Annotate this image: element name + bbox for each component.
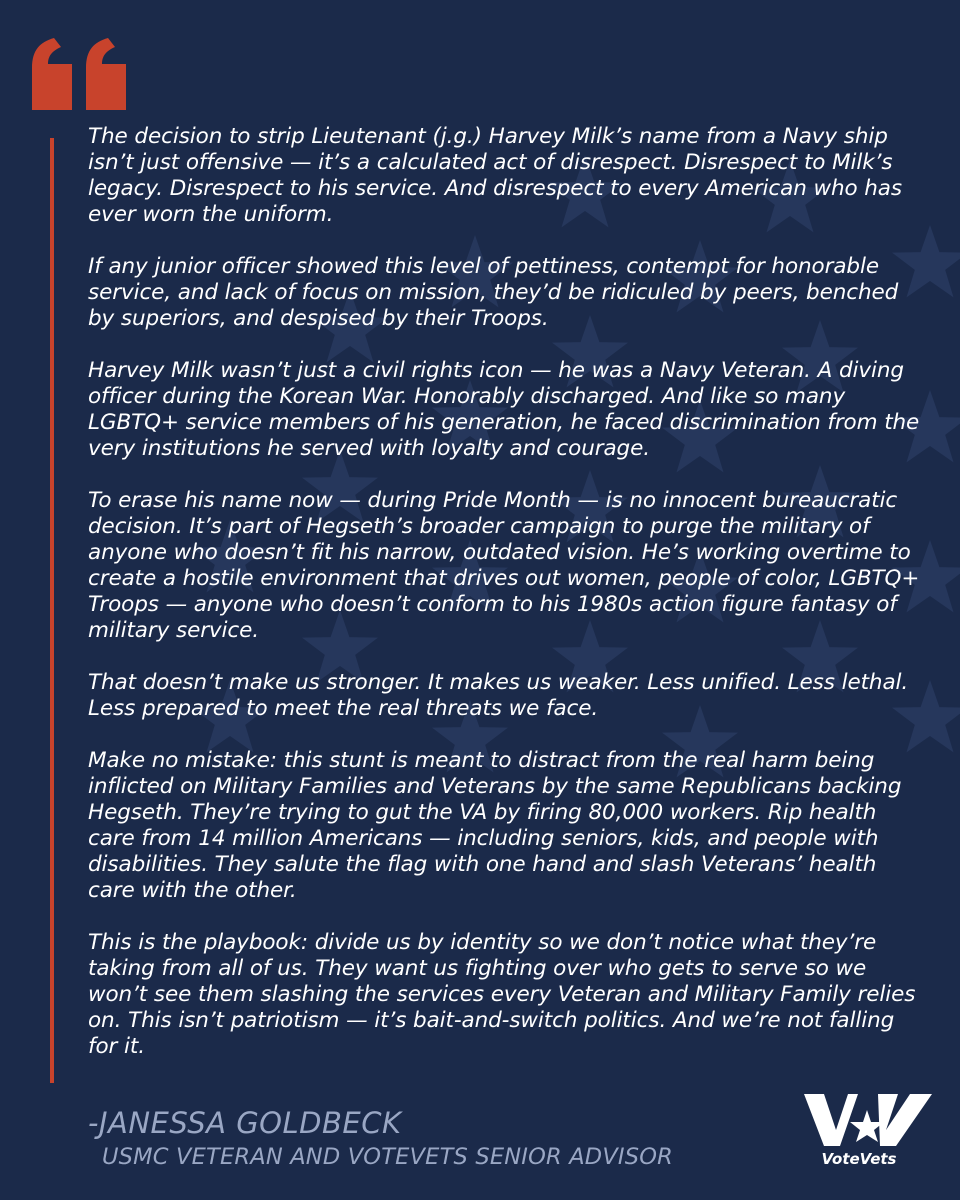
accent-rule [50,138,54,1083]
quote-paragraph: That doesn’t make us stronger. It makes us weaker. Less unified. Less lethal. Less prepared to meet the real threats we face. [88,670,909,721]
quote-mark-icon [30,38,130,110]
logo-wordmark: VoteVets [821,1150,897,1168]
quote-paragraph: This is the playbook: divide us by identity so we don’t notice what they’re taking from all of us. They want us fighting over who gets to serve so we won’t see them slashing the services every Veteran and Military Family relies on. This isn’t patriotism — it’s bait-and-switch politics. And we’re not falling for it. [88,930,916,1059]
quote-paragraph: To erase his name now — during Pride Month — is no innocent bureaucratic decision. It’s part of Hegseth’s broader campaign to purge the military of anyone who doesn’t fit his narrow, outdated vision. He’s working overtime to create a hostile environment that drives out women, people of color, LGBTQ+ Troops — anyone who doesn’t conform to his 1980s action figure fantasy of military service. [88,488,920,643]
quote-paragraph: If any junior officer showed this level of pettiness, contempt for honorable service, and lack of focus on mission, they’d be ridiculed by peers, benched by superiors, and despised by their Troops. [88,254,899,331]
signature-title: USMC VETERAN AND VOTEVETS SENIOR ADVISOR [102,1144,673,1170]
quote-paragraph: The decision to strip Lieutenant (j.g.) Harvey Milk’s name from a Navy ship isn’t just offensive — it’s a calculated act of disrespect. Disrespect to Milk’s legacy. Disrespect to his service. And disrespect to every American who has ever worn the uniform. [88,124,902,227]
quote-body [88,124,928,1060]
signature-name: -JANESSA GOLDBECK [88,1106,402,1140]
quote-paragraph: Make no mistake: this stunt is meant to distract from the real harm being inflicted on Military Families and Veterans by the same Republicans backing Hegseth. They’re trying to gut the VA by firing 80,000 workers. Rip health care from 14 million Americans — including seniors, kids, and people with disabilities. They salute the flag with one hand and slash Veterans’ health care with the other. [88,748,902,903]
quote-paragraph: Harvey Milk wasn’t just a civil rights icon — he was a Navy Veteran. A diving officer during the Korean War. Honorably discharged. And like so many LGBTQ+ service members of his generation, he faced discrimination from the very institutions he served with loyalty and courage. [88,358,920,461]
